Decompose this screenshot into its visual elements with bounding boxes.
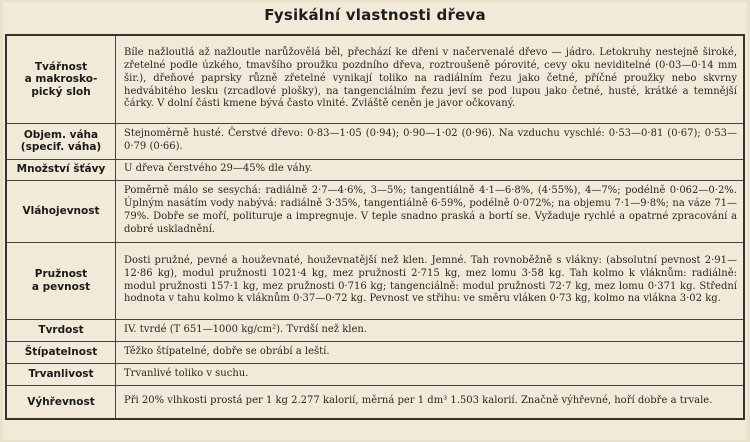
row-value: IV. tvrdé (T 651—1000 kg/cm²). Tvrdší než klen. — [116, 319, 745, 341]
row-label: Množství šťávy — [6, 159, 116, 180]
table-row — [6, 159, 744, 180]
row-value: Bíle nažloutlá až nažloutle narůžovělá běl, přechází ke dřeni v načervenalé dřevo — jádro. Letokruhy nestejně široké, zřetelné podle úzkého, tmavšího proužku pozdního dřeva, roztroušeně pórovité, cevy oku neviditelné (0·03—0·14 mm šir.), dřeňové paprsky různě zřetelné vynikají toliko na radiálním řezu jako četné, příčné proužky nebo skvrny hedvábitého lesku (zrcadlové plošky), na tangenciálním řezu jeví se pod lupou jako četné, husté, krátké a temnější čárky. V dolní části kmene bývá často vlnité. Zvláště ceněn je javor očkovaný. — [116, 35, 745, 123]
row-value: U dřeva čerstvého 29—45% dle váhy. — [116, 159, 745, 180]
table-row — [6, 123, 744, 159]
row-value: Poměrně málo se sesychá: radiálně 2·7—4·6%, 3—5%; tangentiálně 4·1—6·8%, (4·55%), 4—7%; podélně 0·062—0·2%. Úplným nasátím vody nabývá: radiálně 3·35%, tangentiálně 6·59%, podélně 0·072%; na objemu 7·1—9·8%; na váze 71—79%. Dobře se moří, polituruje a impregnuje. V teple snadno praská a bortí se. Vyžaduje rychlé a opatrné zpracování a dobré uskladnění. — [116, 180, 745, 242]
table-row — [6, 180, 744, 242]
table-row — [6, 341, 744, 363]
row-value: Trvanlivé toliko v suchu. — [116, 363, 745, 385]
row-label: Tvářnost a makrosko- pický sloh — [6, 35, 116, 123]
table-row — [6, 242, 744, 319]
row-label: Výhřevnost — [6, 385, 116, 419]
table-row — [6, 363, 744, 385]
row-label: Pružnost a pevnost — [6, 242, 116, 319]
table-row — [6, 385, 744, 419]
table-row — [6, 35, 744, 123]
row-label: Tvrdost — [6, 319, 116, 341]
properties-table — [5, 34, 745, 420]
row-label: Vláhojevnost — [6, 180, 116, 242]
row-value: Těžko štípatelné, dobře se obrábí a leští. — [116, 341, 745, 363]
page-title: Fysikální vlastnosti dřeva — [264, 6, 486, 24]
table-row — [6, 319, 744, 341]
row-label: Objem. váha (specif. váha) — [6, 123, 116, 159]
row-value: Dosti pružné, pevné a houževnaté, houževnatější než klen. Jemné. Tah rovnoběžně s vlákny: (absolutní pevnost 2·91—12·86 kg), modul pružnosti 1021·4 kg, mez pružnosti 2·715 kg, mez lomu 3·58 kg. Tah kolmo k vláknům: radiálně: modul pružnosti 157·1 kg, mez pružnosti 0·716 kg; tangenciálně: modul pružnosti 72·7 kg, mez lomu 0·371 kg. Střední hodnota v tahu kolmo k vláknům 0·37—0·72 kg. Pevnost ve střihu: ve směru vláken 0·73 kg, kolmo na vlákna 3·02 kg. — [116, 242, 745, 319]
row-value: Při 20% vlhkosti prostá per 1 kg 2.277 kalorií, měrná per 1 dm³ 1.503 kalorií. Značně výhřevné, hoří dobře a trvale. — [116, 385, 745, 419]
document-page — [3, 2, 747, 440]
row-label: Štípatelnost — [6, 341, 116, 363]
row-value: Stejnoměrně husté. Čerstvé dřevo: 0·83—1·05 (0·94); 0·90—1·02 (0·96). Na vzduchu vyschlé: 0·53—0·81 (0·67); 0·53—0·79 (0·66). — [116, 123, 745, 159]
row-label: Trvanlivost — [6, 363, 116, 385]
